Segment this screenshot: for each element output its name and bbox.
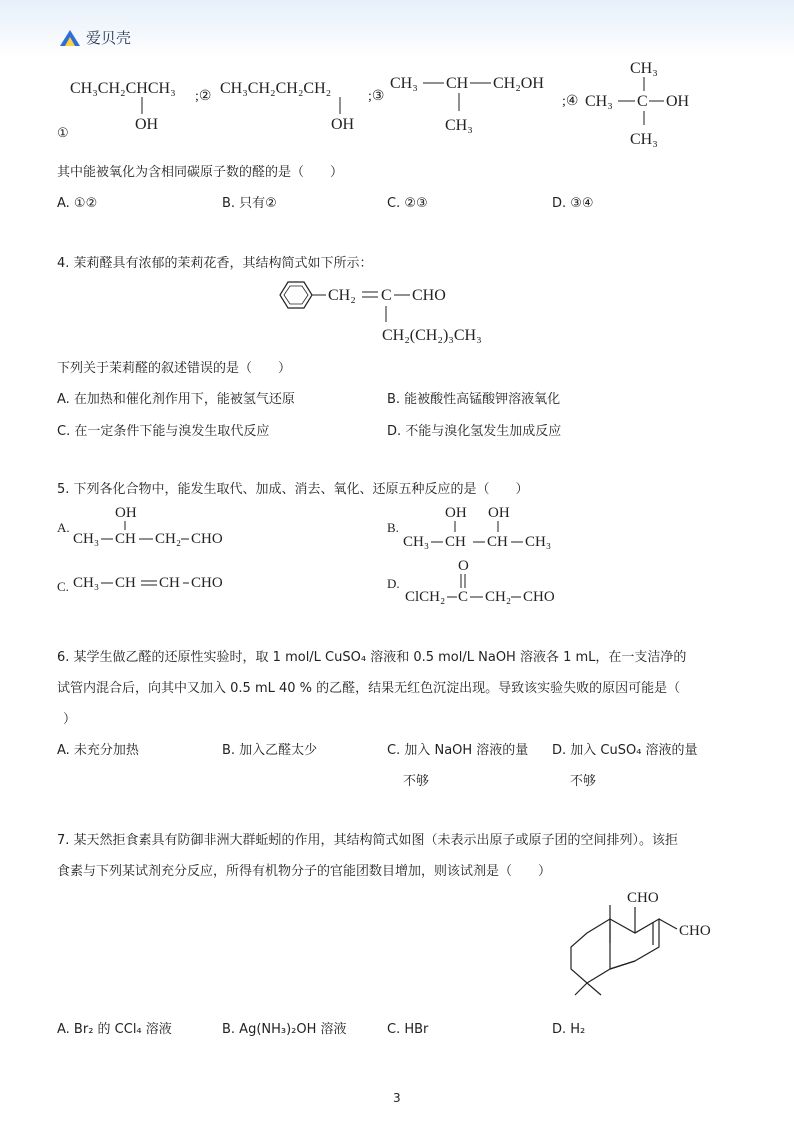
q7-option-b[interactable]: B. Ag(NH₃)₂OH 溶液 bbox=[222, 1022, 347, 1037]
shell-logo-icon bbox=[58, 28, 82, 48]
q6-option-c-cont[interactable]: 不够 bbox=[403, 774, 430, 789]
q6-stem-line-1: 6. 某学生做乙醛的还原性实验时，取 1 mol/L CuSO₄ 溶液和 0.5 mol/L NaOH 溶液各 1 mL，在一支洁净的 bbox=[57, 650, 687, 665]
q6-option-d-cont[interactable]: 不够 bbox=[570, 774, 597, 789]
q3-option-d[interactable]: D. ③④ bbox=[552, 196, 594, 211]
compound-4-ch3-bottom: CH₃ bbox=[630, 131, 658, 148]
compound-4-ch3-top: CH₃ bbox=[630, 60, 658, 77]
q5-b-oh-1: OH bbox=[445, 505, 467, 521]
q7-stem-line-1: 7. 某天然拒食素具有防御非洲大群蚯蚓的作用，其结构简式如图（未表示出原子或原子团的空间排列）。该拒 bbox=[57, 833, 679, 848]
q6-option-b[interactable]: B. 加入乙醛太少 bbox=[222, 743, 318, 758]
q3-option-a[interactable]: A. ①② bbox=[57, 196, 98, 211]
compound-1-formula: CH₃CH₂CHCH₃ bbox=[70, 80, 176, 97]
q5-a-oh: OH bbox=[115, 505, 137, 521]
q5-d-cho: CHO bbox=[523, 589, 555, 605]
separator-2: ;② bbox=[195, 89, 212, 104]
q5-stem: 5. 下列各化合物中，能发生取代、加成、消去、氧化、还原五种反应的是（ ） bbox=[57, 482, 529, 497]
q3-compound-structures bbox=[50, 55, 750, 155]
q4-option-b[interactable]: B. 能被酸性高锰酸钾溶液氧化 bbox=[387, 392, 561, 407]
brand-logo bbox=[58, 27, 131, 48]
q5-d-c: C bbox=[458, 589, 469, 605]
compound-4-oh: OH bbox=[666, 93, 690, 110]
brand-name: 爱贝壳 bbox=[86, 29, 132, 47]
compound-3-ch3-bottom: CH₃ bbox=[445, 117, 473, 134]
q6-stem-line-2: 试管内混合后，向其中又加入 0.5 mL 40 % 的乙醛，结果无红色沉淀出现。导致该实验失败的原因可能是（ bbox=[57, 681, 681, 696]
q6-option-d[interactable]: D. 加入 CuSO₄ 溶液的量 bbox=[552, 743, 698, 758]
q5-d-clch2: ClCH₂ bbox=[405, 589, 446, 605]
q7-cho-right: CHO bbox=[679, 923, 711, 939]
q5-option-a-structure[interactable] bbox=[55, 500, 255, 555]
q7-option-d[interactable]: D. H₂ bbox=[552, 1022, 586, 1037]
page-number: 3 bbox=[393, 1091, 401, 1105]
q4-ch2: CH₂ bbox=[328, 287, 356, 304]
q5-c-ch-2: CH bbox=[159, 575, 180, 591]
separator-3: ;③ bbox=[368, 89, 385, 104]
jasmine-aldehyde-structure bbox=[268, 274, 528, 354]
q4-alkyl-chain: CH₂(CH₂)₃CH₃ bbox=[382, 327, 482, 344]
q5-c-ch-1: CH bbox=[115, 575, 136, 591]
q5-d-o: O bbox=[458, 558, 469, 574]
q5-c-cho: CHO bbox=[191, 575, 223, 591]
q7-stem-line-2: 食素与下列某试剂充分反应，所得有机物分子的官能团数目增加，则该试剂是（ ） bbox=[57, 864, 552, 879]
q4-c: C bbox=[381, 287, 392, 304]
q4-question: 下列关于茉莉醛的叙述错误的是（ ） bbox=[57, 361, 292, 376]
q3-option-b[interactable]: B. 只有② bbox=[222, 196, 277, 211]
q3-option-c[interactable]: C. ②③ bbox=[387, 196, 428, 211]
q3-stem: 其中能被氧化为含相同碳原子数的醛的是（ ） bbox=[57, 165, 344, 180]
q5-option-a-label: A. bbox=[57, 520, 70, 535]
q5-b-ch-1: CH bbox=[445, 534, 466, 550]
compound-2-oh: OH bbox=[331, 116, 355, 133]
q5-b-ch-2: CH bbox=[487, 534, 508, 550]
q5-a-ch3: CH₃ bbox=[73, 531, 100, 547]
q5-option-b-structure[interactable] bbox=[385, 500, 585, 555]
q5-option-c-structure[interactable] bbox=[55, 565, 255, 600]
q4-option-a[interactable]: A. 在加热和催化剂作用下，能被氢气还原 bbox=[57, 392, 295, 407]
antifeedant-structure bbox=[555, 885, 725, 1005]
q5-option-c-label: C. bbox=[57, 579, 69, 594]
q5-c-ch3: CH₃ bbox=[73, 575, 100, 591]
q6-option-c[interactable]: C. 加入 NaOH 溶液的量 bbox=[387, 743, 529, 758]
q5-option-d-label: D. bbox=[387, 576, 400, 591]
q6-stem-line-3: ） bbox=[63, 712, 77, 727]
q5-option-d-structure[interactable] bbox=[385, 555, 585, 610]
compound-2-formula: CH₃CH₂CH₂CH₂ bbox=[220, 80, 332, 97]
q4-stem: 4. 茉莉醛具有浓郁的茉莉花香，其结构简式如下所示： bbox=[57, 256, 373, 271]
q4-option-d[interactable]: D. 不能与溴化氢发生加成反应 bbox=[387, 424, 562, 439]
q5-a-ch2: CH₂ bbox=[155, 531, 182, 547]
compound-4-ch3-left: CH₃ bbox=[585, 93, 613, 110]
q5-option-b-label: B. bbox=[387, 520, 399, 535]
compound-1-marker: ① bbox=[57, 125, 69, 140]
q5-a-ch: CH bbox=[115, 531, 136, 547]
compound-4-c: C bbox=[637, 93, 648, 110]
compound-3-ch: CH bbox=[446, 75, 469, 92]
header-banner bbox=[0, 0, 794, 58]
q7-option-a[interactable]: A. Br₂ 的 CCl₄ 溶液 bbox=[57, 1022, 172, 1037]
q5-b-oh-2: OH bbox=[488, 505, 510, 521]
compound-1-oh: OH bbox=[135, 116, 159, 133]
q5-b-ch3-left: CH₃ bbox=[403, 534, 430, 550]
q5-a-cho: CHO bbox=[191, 531, 223, 547]
compound-3-ch2oh: CH₂OH bbox=[493, 75, 544, 92]
q7-cho-top: CHO bbox=[627, 890, 659, 906]
separator-4: ;④ bbox=[562, 94, 579, 109]
q6-option-a[interactable]: A. 未充分加热 bbox=[57, 743, 139, 758]
q4-cho: CHO bbox=[412, 287, 446, 304]
q4-option-c[interactable]: C. 在一定条件下能与溴发生取代反应 bbox=[57, 424, 270, 439]
compound-3-ch3: CH₃ bbox=[390, 75, 418, 92]
q5-d-ch2: CH₂ bbox=[485, 589, 512, 605]
q7-option-c[interactable]: C. HBr bbox=[387, 1022, 429, 1037]
q5-b-ch3-right: CH₃ bbox=[525, 534, 552, 550]
